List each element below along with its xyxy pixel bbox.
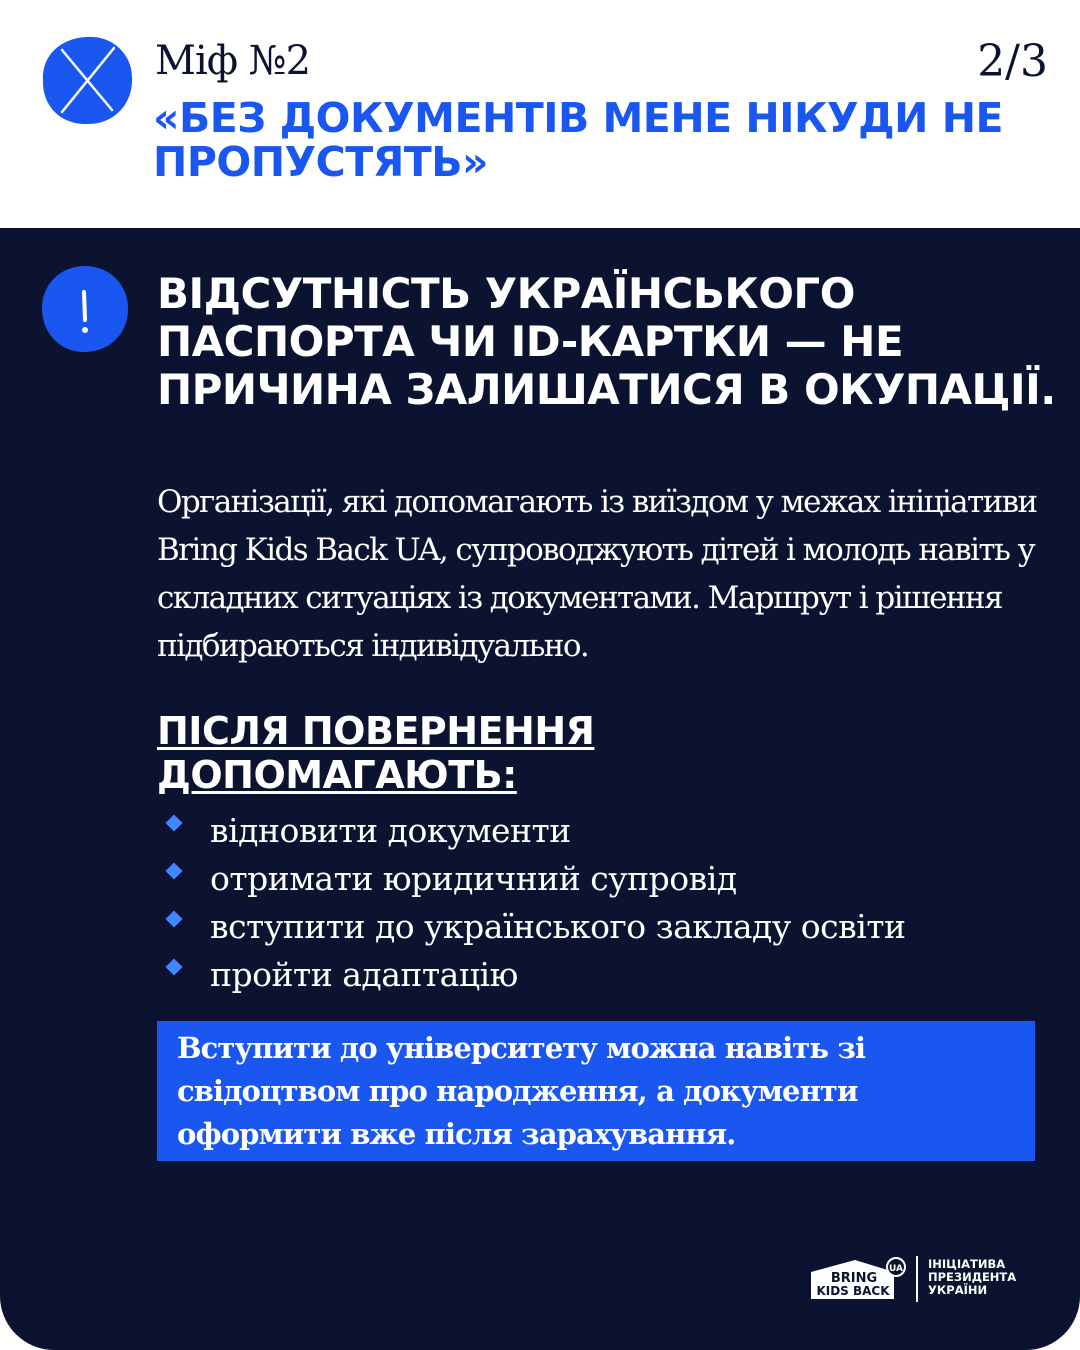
diamond-bullet-icon: [166, 815, 183, 832]
diamond-bullet-icon: [166, 863, 183, 880]
list-item-text: вступити до українського закладу освіти: [210, 906, 906, 946]
bring-kids-back-logo: [808, 1254, 908, 1302]
list-item: [168, 902, 906, 950]
diamond-bullet-icon: [166, 959, 183, 976]
help-list: [168, 806, 906, 998]
callout-text: Вступити до університету можна навіть зі свідоцтвом про народження, а документи оформити вже після зарахування.: [177, 1031, 866, 1151]
after-return-heading: ПІСЛЯ ПОВЕРНЕННЯ ДОПОМАГАЮТЬ:: [157, 709, 595, 797]
list-item: [168, 950, 906, 998]
list-item-text: отримати юридичний супровід: [210, 858, 737, 898]
list-item: [168, 854, 906, 902]
logo-line2: KIDS BACK: [816, 1284, 890, 1298]
myth-quote: «БЕЗ ДОКУМЕНТІВ МЕНЕ НІКУДИ НЕ ПРОПУСТЯТЬ»: [153, 94, 1004, 186]
logo-line1: BRING: [830, 1271, 878, 1286]
page-indicator: 2/3: [977, 36, 1048, 87]
footer-divider: [916, 1256, 918, 1302]
body-paragraph: Організації, які допомагають із виїздом у межах ініціативи Bring Kids Back UA, супроводжують дітей і молодь навіть у складних ситуаціях із документами. Маршрут і рішення підбираються індивідуально.: [157, 484, 1037, 664]
x-cross-icon: [40, 34, 134, 126]
diamond-bullet-icon: [166, 911, 183, 928]
headline: ВІДСУТНІСТЬ УКРАЇНСЬКОГО ПАСПОРТА ЧИ ID-КАРТКИ — НЕ ПРИЧИНА ЗАЛИШАТИСЯ В ОКУПАЦІЇ.: [157, 269, 1056, 414]
logo-badge: UA: [889, 1264, 903, 1274]
initiative-label: ІНІЦІАТИВА ПРЕЗИДЕНТА УКРАЇНИ: [928, 1257, 1017, 1297]
exclamation-icon: [40, 264, 130, 354]
list-item-text: пройти адаптацію: [210, 954, 518, 994]
callout-box: [157, 1021, 1035, 1161]
list-item-text: відновити документи: [210, 810, 571, 850]
list-item: [168, 806, 906, 854]
myth-label: Міф №2: [155, 38, 311, 84]
